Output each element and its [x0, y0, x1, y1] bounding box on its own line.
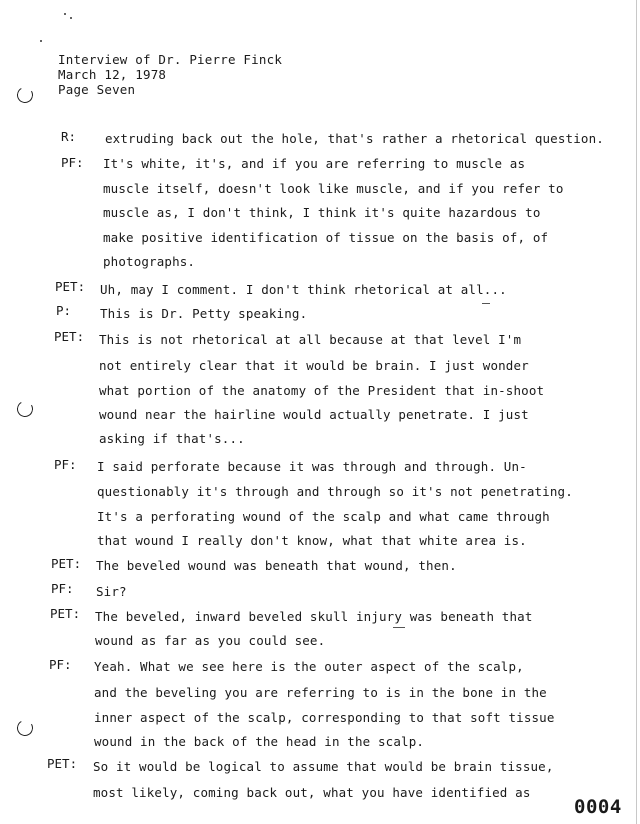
transcript-line: Uh, may I comment. I don't think rhetorical at all... [100, 282, 507, 297]
transcript-line: The beveled, inward beveled skull injury was beneath that [95, 609, 533, 624]
transcript-line: wound in the back of the head in the scalp. [94, 734, 425, 749]
transcript-line: most likely, coming back out, what you have identified as [93, 785, 531, 800]
punch-hole-icon [15, 718, 35, 738]
transcript-line: extruding back out the hole, that's rather a rhetorical question. [105, 131, 604, 146]
scan-speck [64, 13, 66, 15]
speaker-label: PET: [50, 606, 81, 621]
speaker-label: PET: [55, 279, 86, 294]
scan-mark [393, 627, 405, 628]
transcript-line: The beveled wound was beneath that wound, then. [96, 558, 457, 573]
page-number: 0004 [574, 796, 622, 818]
header-title: Interview of Dr. Pierre Finck [58, 52, 283, 67]
speaker-label: PF: [51, 581, 74, 596]
transcript-line: wound as far as you could see. [95, 633, 326, 648]
transcript-line: muscle itself, doesn't look like muscle, and if you refer to [103, 181, 564, 196]
transcript-line: inner aspect of the scalp, corresponding to that soft tissue [94, 710, 555, 725]
document-header [58, 52, 282, 97]
transcript-line: It's a perforating wound of the scalp and what came through [97, 509, 550, 524]
transcript-line: It's white, it's, and if you are referring to muscle as [103, 156, 526, 171]
transcript-line: make positive identification of tissue on the basis of, of [103, 230, 549, 245]
transcript-line: that wound I really don't know, what that white area is. [97, 533, 527, 548]
speaker-label: PET: [54, 329, 85, 344]
transcript-line: So it would be logical to assume that would be brain tissue, [93, 759, 554, 774]
scan-speck [40, 40, 42, 42]
scan-mark [482, 303, 490, 304]
punch-hole-icon [15, 399, 35, 419]
transcript-line: what portion of the anatomy of the President that in-shoot [99, 383, 545, 398]
header-date: March 12, 1978 [58, 67, 167, 82]
transcript-line: questionably it's through and through so it's not penetrating. [97, 484, 573, 499]
transcript-line: asking if that's... [99, 431, 245, 446]
transcript-line: Sir? [96, 584, 127, 599]
transcript-line: and the beveling you are referring to is in the bone in the [94, 685, 547, 700]
header-page: Page Seven [58, 82, 136, 97]
speaker-label: PF: [54, 457, 77, 472]
speaker-label: PF: [49, 657, 72, 672]
transcript-line: muscle as, I don't think, I think it's quite hazardous to [103, 205, 541, 220]
transcript-line: Yeah. What we see here is the outer aspect of the scalp, [94, 659, 524, 674]
transcript-line: photographs. [103, 254, 196, 269]
transcript-line: This is not rhetorical at all because at that level I'm [99, 332, 522, 347]
speaker-label: PET: [47, 756, 78, 771]
scan-speck [70, 17, 72, 19]
speaker-label: PF: [61, 155, 84, 170]
punch-hole-icon [15, 85, 35, 105]
transcript-line: not entirely clear that it would be brain. I just wonder [99, 358, 529, 373]
speaker-label: P: [56, 303, 72, 318]
transcript-line: I said perforate because it was through and through. Un- [97, 459, 527, 474]
speaker-label: R: [61, 129, 77, 144]
transcript-line: wound near the hairline would actually penetrate. I just [99, 407, 529, 422]
transcript-line: This is Dr. Petty speaking. [100, 306, 308, 321]
speaker-label: PET: [51, 556, 82, 571]
scan-edge [636, 0, 637, 824]
